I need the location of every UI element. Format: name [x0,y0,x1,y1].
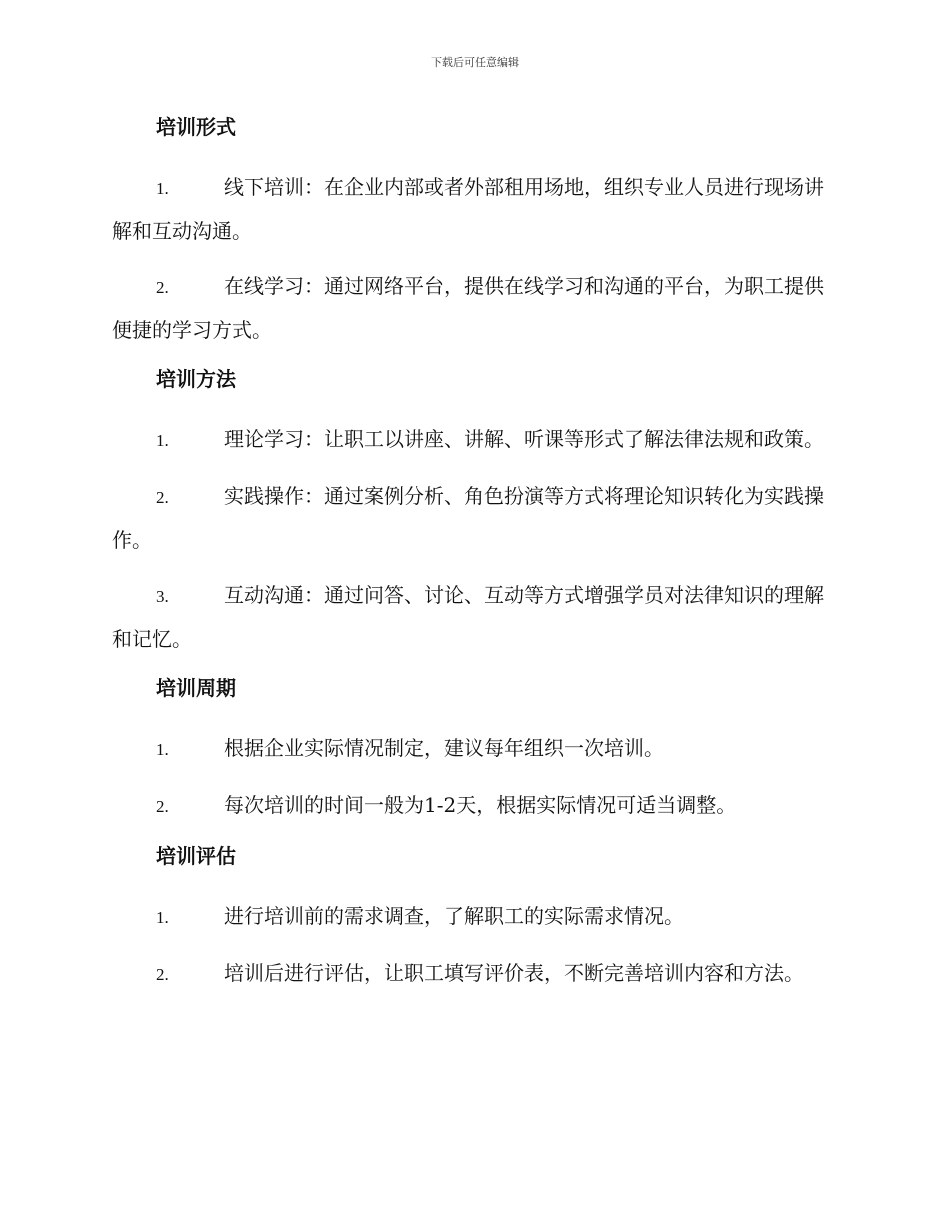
item-number: 2. [156,488,169,507]
list-item [112,952,838,996]
item-number: 1. [156,740,169,759]
document-body [112,112,838,1009]
list-item [112,895,838,939]
list-item [112,574,838,660]
item-number: 2. [156,797,169,816]
item-number: 3. [156,587,169,606]
item-text: 实践操作：通过案例分析、角色扮演等方式将理论知识转化为实践操作。 [112,484,824,552]
list-item [112,784,838,828]
section-heading-training-cycle: 培训周期 [156,676,236,700]
section-heading-training-form: 培训形式 [156,115,236,139]
item-text: 培训后进行评估，让职工填写评价表，不断完善培训内容和方法。 [224,961,804,985]
list-item [112,475,838,561]
list-item [112,418,838,462]
item-text: 每次培训的时间一般为1-2天，根据实际情况可适当调整。 [224,793,737,817]
item-number: 2. [156,278,169,297]
item-text: 互动沟通：通过问答、讨论、互动等方式增强学员对法律知识的理解和记忆。 [112,583,824,651]
list-item [112,727,838,771]
item-text: 线下培训：在企业内部或者外部租用场地，组织专业人员进行现场讲解和互动沟通。 [112,175,824,243]
list-item [112,265,838,351]
item-number: 1. [156,908,169,927]
section-heading-training-method: 培训方法 [156,367,236,391]
item-text: 进行培训前的需求调查，了解职工的实际需求情况。 [224,904,684,928]
item-number: 1. [156,431,169,450]
header-note: 下载后可任意编辑 [431,56,519,69]
item-text: 根据企业实际情况制定，建议每年组织一次培训。 [224,736,664,760]
item-text: 理论学习：让职工以讲座、讲解、听课等形式了解法律法规和政策。 [224,427,824,451]
item-number: 1. [156,179,169,198]
item-number: 2. [156,965,169,984]
list-item [112,166,838,252]
item-text: 在线学习：通过网络平台，提供在线学习和沟通的平台，为职工提供便捷的学习方式。 [112,274,824,342]
section-heading-training-evaluation: 培训评估 [156,844,236,868]
